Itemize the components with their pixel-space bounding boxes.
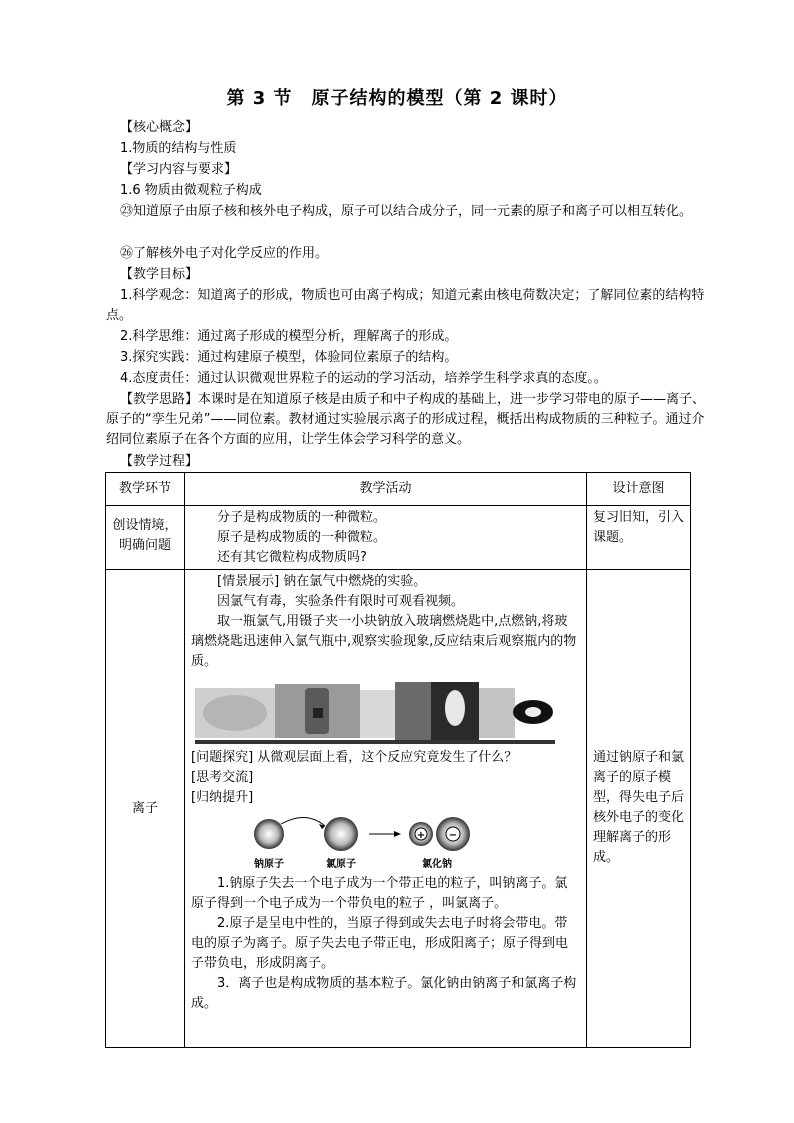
experiment-photo-strip — [195, 678, 555, 748]
ion-formation-diagram — [251, 814, 491, 872]
summary-point: 3．离子也是构成物质的基本粒子。氯化钠由钠离子和氯离子构成。 — [191, 976, 577, 1011]
row1-activity-line: 原子是构成物质的一种微粒。 — [217, 530, 387, 545]
page-title: 第 3 节 原子结构的模型（第 2 课时） — [226, 88, 568, 109]
row1-activity-line: 还有其它微粒构成物质吗? — [217, 550, 367, 565]
chlorine-atom-label: 氯原子 — [326, 859, 356, 870]
scene-note: 因氯气有毒，实验条件有限时可观看视频。 — [217, 594, 465, 609]
minus-sign: − — [448, 830, 458, 841]
intro-paragraph: 4.态度责任：通过认识微观世界粒子的运动的学习活动，培养学生科学求真的态度。。 — [120, 371, 607, 386]
row1-stage: 创设情境，明确问题 — [106, 506, 185, 570]
row2-stage: 离子 — [106, 570, 185, 1048]
teaching-process-table — [105, 472, 691, 1048]
intro-paragraph: 【核心概念】 — [120, 120, 199, 135]
row1-activities — [185, 506, 587, 570]
think-discuss: [思考交流] — [191, 770, 254, 785]
intro-paragraph: ㉖了解核外电子对化学反应的作用。 — [120, 246, 329, 261]
intro-paragraph: ㉓知道原子由原子核和核外电子构成，原子可以结合成分子，同一元素的原子和离子可以相互转化。 — [120, 204, 693, 219]
photo-cells — [195, 682, 553, 742]
header-intent: 设计意图 — [587, 473, 691, 506]
intro-paragraph: 1.物质的结构与性质 — [120, 141, 237, 156]
chlorine-atom-icon — [324, 817, 358, 851]
row1-intent: 复习旧知，引入课题。 — [587, 506, 691, 570]
intro-paragraph: 【教学思路】本课时是在知道原子核是由质子和中子构成的基础上，进一步学习带电的原子——离子、原子的“孪生兄弟”——同位素。教材通过实验展示离子的形成过程，概括出构成物质的三种粒子。通过介绍同位素原子在各个方面的应用，让学生体会学习科学的意义。 — [106, 392, 706, 447]
intro-paragraph: 【教学过程】 — [120, 454, 199, 469]
intro-paragraph: 1.6 物质由微观粒子构成 — [120, 183, 262, 198]
scene-display: [情景展示] 钠在氯气中燃烧的实验。 — [217, 574, 427, 589]
intro-paragraph: 3.探究实践：通过构建原子模型，体验同位素原子的结构。 — [120, 350, 458, 365]
summary-point: 1.钠原子失去一个电子成为一个带正电的粒子，叫钠离子。氯原子得到一个电子成为一个带负电的粒子 ，叫氯离子。 — [191, 876, 568, 911]
intro-paragraph: 【教学目标】 — [120, 267, 199, 282]
intro-paragraph: 【学习内容与要求】 — [120, 162, 238, 177]
header-activity: 教学活动 — [185, 473, 587, 506]
header-stage: 教学环节 — [106, 473, 185, 506]
question-explore: [问题探究] 从微观层面上看，这个反应究竟发生了什么？ — [191, 750, 518, 765]
row2-intent: 通过钠原子和氯离子的原子模型，得失电子后核外电子的变化理解离子的形成。 — [587, 570, 691, 1048]
sodium-chloride-label: 氯化钠 — [422, 859, 452, 870]
sodium-atom-icon — [254, 819, 284, 849]
row2-activities — [185, 570, 587, 1048]
intro-paragraph: 1.科学观念：知道离子的形成，物质也可由离子构成；知道元素由核电荷数决定；了解同位素的结构特点。 — [106, 288, 705, 323]
summary-heading: [归纳提升] — [191, 790, 254, 805]
experiment-procedure: 取一瓶氯气,用镊子夹一小块钠放入玻璃燃烧匙中,点燃钠,将玻璃燃烧匙迅速伸入氯气瓶中,观察实验现象,反应结束后观察瓶内的物质。 — [191, 614, 577, 669]
summary-point: 2.原子是呈电中性的，当原子得到或失去电子时将会带电。带电的原子为离子。原子失去电子带正电，形成阳离子；原子得到电子带负电，形成阴离子。 — [191, 916, 569, 971]
sodium-atom-label: 钠原子 — [254, 859, 284, 870]
row1-activity-line: 分子是构成物质的一种微粒。 — [217, 510, 387, 525]
intro-paragraph: 2.科学思维：通过离子形成的模型分析，理解离子的形成。 — [120, 329, 458, 344]
plus-sign: + — [416, 830, 426, 841]
